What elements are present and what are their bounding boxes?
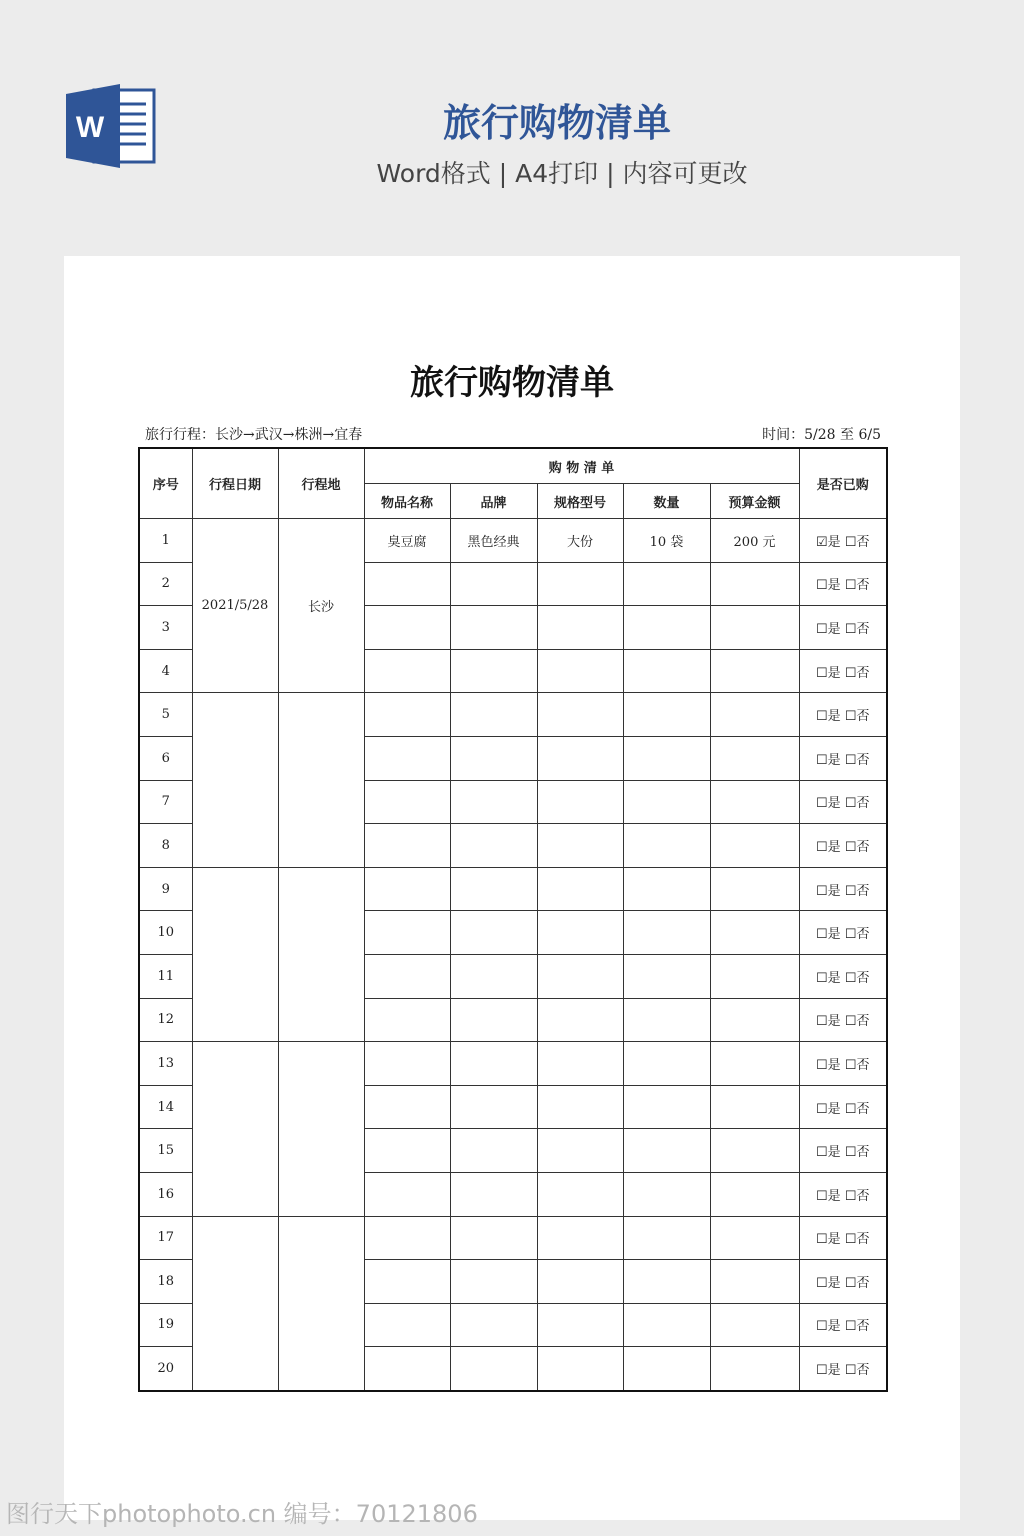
cell-place[interactable]: 长沙	[278, 519, 364, 693]
time-text: 时间：5/28 至 6/5	[762, 427, 881, 443]
cell-budget[interactable]	[710, 649, 799, 693]
cell-brand[interactable]: 黑色经典	[450, 519, 537, 563]
purchase-checkbox[interactable]: ☐是 ☐否	[799, 1303, 887, 1347]
purchase-checkbox[interactable]: ☐是 ☐否	[799, 911, 887, 955]
cell-qty[interactable]	[623, 736, 710, 780]
cell-qty[interactable]	[623, 1172, 710, 1216]
cell-index: 11	[139, 954, 192, 998]
cell-item[interactable]	[364, 693, 450, 737]
cell-brand[interactable]	[450, 736, 537, 780]
cell-budget[interactable]	[710, 998, 799, 1042]
cell-index: 8	[139, 824, 192, 868]
cell-budget[interactable]: 200 元	[710, 519, 799, 563]
purchase-checkbox[interactable]: ☐是 ☐否	[799, 1085, 887, 1129]
cell-qty[interactable]	[623, 911, 710, 955]
logo-letter: W	[75, 111, 105, 144]
document-meta	[145, 424, 881, 444]
purchase-checkbox[interactable]: ☐是 ☐否	[799, 1260, 887, 1304]
cell-qty[interactable]	[623, 1347, 710, 1391]
table-body	[139, 519, 887, 1391]
purchase-checkbox[interactable]: ☐是 ☐否	[799, 1216, 887, 1260]
cell-brand[interactable]	[450, 606, 537, 650]
cell-budget[interactable]	[710, 954, 799, 998]
cell-date[interactable]	[192, 693, 278, 867]
cell-index: 14	[139, 1085, 192, 1129]
cell-spec[interactable]: 大份	[537, 519, 623, 563]
cell-item[interactable]	[364, 824, 450, 868]
cell-brand[interactable]	[450, 1347, 537, 1391]
cell-qty[interactable]	[623, 824, 710, 868]
cell-place[interactable]	[278, 867, 364, 1041]
cell-spec[interactable]	[537, 911, 623, 955]
cell-brand[interactable]	[450, 780, 537, 824]
cell-spec[interactable]	[537, 1260, 623, 1304]
cell-spec[interactable]	[537, 606, 623, 650]
cell-brand[interactable]	[450, 649, 537, 693]
cell-spec[interactable]	[537, 1085, 623, 1129]
cell-index: 15	[139, 1129, 192, 1173]
purchase-checkbox[interactable]: ☐是 ☐否	[799, 867, 887, 911]
header-item-name: 物品名称	[364, 484, 450, 519]
cell-date[interactable]	[192, 1216, 278, 1391]
cell-place[interactable]	[278, 1216, 364, 1391]
header-index: 序号	[139, 448, 192, 519]
cell-date[interactable]: 2021/5/28	[192, 519, 278, 693]
cell-index: 10	[139, 911, 192, 955]
purchase-checkbox[interactable]: ☐是 ☐否	[799, 824, 887, 868]
cell-place[interactable]	[278, 693, 364, 867]
cell-budget[interactable]	[710, 1085, 799, 1129]
header-shopping-group: 购 物 清 单	[364, 448, 799, 484]
cell-spec[interactable]	[537, 562, 623, 606]
cell-qty[interactable]: 10 袋	[623, 519, 710, 563]
purchase-checkbox[interactable]: ☐是 ☐否	[799, 562, 887, 606]
cell-index: 5	[139, 693, 192, 737]
cell-brand[interactable]	[450, 1172, 537, 1216]
cell-item[interactable]	[364, 606, 450, 650]
cell-budget[interactable]	[710, 1303, 799, 1347]
cell-item[interactable]	[364, 1303, 450, 1347]
cell-index: 3	[139, 606, 192, 650]
itinerary-text: 旅行行程：长沙→武汉→株洲→宜春	[145, 427, 363, 443]
cell-qty[interactable]	[623, 780, 710, 824]
cell-index: 13	[139, 1042, 192, 1086]
cell-qty[interactable]	[623, 606, 710, 650]
purchase-checkbox[interactable]: ☐是 ☐否	[799, 649, 887, 693]
cell-qty[interactable]	[623, 562, 710, 606]
cell-spec[interactable]	[537, 1347, 623, 1391]
cell-spec[interactable]	[537, 998, 623, 1042]
banner-subtitle: Word格式 | A4打印 | 内容可更改	[376, 159, 748, 188]
cell-qty[interactable]	[623, 867, 710, 911]
cell-budget[interactable]	[710, 1260, 799, 1304]
cell-spec[interactable]	[537, 1129, 623, 1173]
cell-budget[interactable]	[710, 693, 799, 737]
cell-item[interactable]	[364, 1172, 450, 1216]
header-quantity: 数量	[623, 484, 710, 519]
cell-spec[interactable]	[537, 736, 623, 780]
cell-item[interactable]: 臭豆腐	[364, 519, 450, 563]
table-row	[139, 867, 887, 911]
purchase-checkbox[interactable]: ☐是 ☐否	[799, 606, 887, 650]
cell-item[interactable]	[364, 1216, 450, 1260]
table-row	[139, 519, 887, 563]
table-row	[139, 693, 887, 737]
purchase-checkbox[interactable]: ☐是 ☐否	[799, 1172, 887, 1216]
cell-index: 1	[139, 519, 192, 563]
purchase-checkbox[interactable]: ☐是 ☐否	[799, 736, 887, 780]
cell-budget[interactable]	[710, 867, 799, 911]
cell-brand[interactable]	[450, 911, 537, 955]
cell-spec[interactable]	[537, 649, 623, 693]
cell-qty[interactable]	[623, 954, 710, 998]
cell-index: 20	[139, 1347, 192, 1391]
cell-date[interactable]	[192, 1042, 278, 1216]
cell-spec[interactable]	[537, 1172, 623, 1216]
cell-item[interactable]	[364, 1260, 450, 1304]
cell-spec[interactable]	[537, 693, 623, 737]
cell-item[interactable]	[364, 736, 450, 780]
cell-index: 19	[139, 1303, 192, 1347]
purchase-checkbox[interactable]: ☐是 ☐否	[799, 780, 887, 824]
cell-index: 16	[139, 1172, 192, 1216]
cell-qty[interactable]	[623, 1042, 710, 1086]
header-budget: 预算金额	[710, 484, 799, 519]
cell-qty[interactable]	[623, 1129, 710, 1173]
cell-qty[interactable]	[623, 998, 710, 1042]
cell-qty[interactable]	[623, 1216, 710, 1260]
cell-budget[interactable]	[710, 1172, 799, 1216]
cell-item[interactable]	[364, 1042, 450, 1086]
cell-qty[interactable]	[623, 693, 710, 737]
purchase-checkbox[interactable]: ☐是 ☐否	[799, 1129, 887, 1173]
purchase-checkbox[interactable]: ☐是 ☐否	[799, 1042, 887, 1086]
cell-qty[interactable]	[623, 649, 710, 693]
cell-brand[interactable]	[450, 1129, 537, 1173]
cell-budget[interactable]	[710, 911, 799, 955]
purchase-checkbox[interactable]: ☐是 ☐否	[799, 954, 887, 998]
cell-spec[interactable]	[537, 1216, 623, 1260]
cell-index: 6	[139, 736, 192, 780]
cell-item[interactable]	[364, 1129, 450, 1173]
cell-item[interactable]	[364, 1085, 450, 1129]
cell-item[interactable]	[364, 1347, 450, 1391]
cell-budget[interactable]	[710, 736, 799, 780]
cell-index: 12	[139, 998, 192, 1042]
table-row	[139, 1042, 887, 1086]
cell-item[interactable]	[364, 780, 450, 824]
cell-item[interactable]	[364, 911, 450, 955]
header-purchased: 是否已购	[799, 448, 887, 519]
cell-spec[interactable]	[537, 780, 623, 824]
cell-qty[interactable]	[623, 1085, 710, 1129]
cell-spec[interactable]	[537, 1042, 623, 1086]
cell-budget[interactable]	[710, 1347, 799, 1391]
cell-brand[interactable]	[450, 1085, 537, 1129]
header-date: 行程日期	[192, 448, 278, 519]
cell-brand[interactable]	[450, 1042, 537, 1086]
cell-item[interactable]	[364, 954, 450, 998]
cell-index: 4	[139, 649, 192, 693]
purchase-checkbox[interactable]: ☐是 ☐否	[799, 1347, 887, 1391]
cell-budget[interactable]	[710, 606, 799, 650]
cell-index: 17	[139, 1216, 192, 1260]
cell-index: 18	[139, 1260, 192, 1304]
shopping-table	[138, 447, 888, 1392]
header-spec: 规格型号	[537, 484, 623, 519]
watermark-text: 图行天下photophoto.cn 编号：70121806	[6, 1500, 478, 1528]
cell-index: 9	[139, 867, 192, 911]
cell-brand[interactable]	[450, 954, 537, 998]
cell-item[interactable]	[364, 649, 450, 693]
cell-brand[interactable]	[450, 1260, 537, 1304]
purchase-checkbox[interactable]: ☑是 ☐否	[799, 519, 887, 563]
purchase-checkbox[interactable]: ☐是 ☐否	[799, 693, 887, 737]
cell-brand[interactable]	[450, 998, 537, 1042]
banner-title: 旅行购物清单	[442, 101, 671, 145]
cell-spec[interactable]	[537, 867, 623, 911]
cell-brand[interactable]	[450, 562, 537, 606]
cell-brand[interactable]	[450, 1303, 537, 1347]
cell-budget[interactable]	[710, 1129, 799, 1173]
cell-budget[interactable]	[710, 824, 799, 868]
cell-brand[interactable]	[450, 693, 537, 737]
table-row	[139, 1216, 887, 1260]
cell-qty[interactable]	[623, 1260, 710, 1304]
cell-index: 2	[139, 562, 192, 606]
cell-spec[interactable]	[537, 1303, 623, 1347]
cell-spec[interactable]	[537, 824, 623, 868]
cell-place[interactable]	[278, 1042, 364, 1216]
header-brand: 品牌	[450, 484, 537, 519]
cell-budget[interactable]	[710, 780, 799, 824]
cell-brand[interactable]	[450, 824, 537, 868]
cell-item[interactable]	[364, 562, 450, 606]
cell-budget[interactable]	[710, 1216, 799, 1260]
cell-budget[interactable]	[710, 1042, 799, 1086]
document-title: 旅行购物清单	[410, 363, 614, 403]
cell-item[interactable]	[364, 998, 450, 1042]
purchase-checkbox[interactable]: ☐是 ☐否	[799, 998, 887, 1042]
cell-spec[interactable]	[537, 954, 623, 998]
header-place: 行程地	[278, 448, 364, 519]
cell-brand[interactable]	[450, 867, 537, 911]
cell-qty[interactable]	[623, 1303, 710, 1347]
cell-item[interactable]	[364, 867, 450, 911]
cell-budget[interactable]	[710, 562, 799, 606]
cell-brand[interactable]	[450, 1216, 537, 1260]
cell-index: 7	[139, 780, 192, 824]
cell-date[interactable]	[192, 867, 278, 1041]
